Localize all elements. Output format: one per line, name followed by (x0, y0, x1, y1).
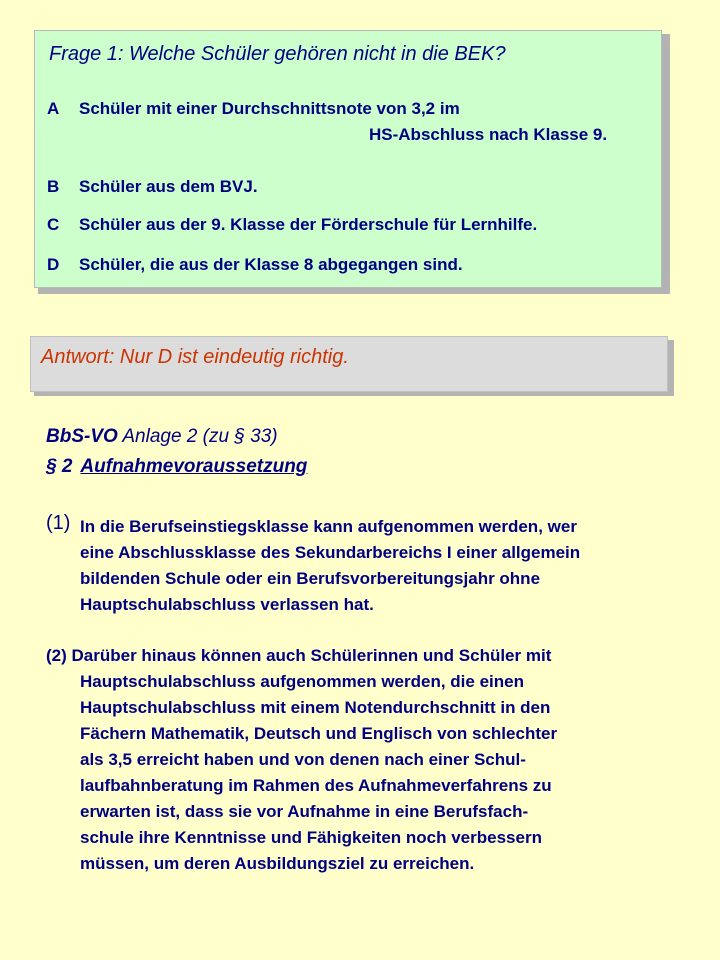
option-b (47, 177, 258, 197)
section-number: § 2 (46, 456, 73, 477)
option-d-letter: D (47, 255, 60, 274)
option-b-letter: B (47, 177, 60, 196)
question-box (34, 30, 662, 288)
paragraph-2-line: Hauptschulabschluss mit einem Notendurchschnitt in den (80, 698, 551, 717)
section-title: Aufnahmevoraussetzung (80, 456, 308, 477)
option-a-continuation: HS-Abschluss nach Klasse 9. (369, 125, 608, 144)
paragraph-2-line: Hauptschulabschluss aufgenommen werden, die einen (80, 672, 524, 691)
paragraph-1-line: bildenden Schule oder ein Berufsvorbereitungsjahr ohne (80, 569, 541, 588)
option-a (47, 99, 460, 119)
answer-text: Antwort: Nur D ist eindeutig richtig. (41, 346, 349, 368)
paragraph-1-line: In die Berufseinstiegsklasse kann aufgenommen werden, wer (80, 517, 577, 536)
paragraph-2-line: laufbahnberatung im Rahmen des Aufnahmeverfahrens zu (80, 776, 552, 795)
paragraph-2-first-line: (2) Darüber hinaus können auch Schülerinnen und Schüler mit (46, 646, 552, 665)
paragraph-2-line: als 3,5 erreicht haben und von denen nach einer Schul- (80, 750, 526, 769)
question-title: Frage 1: Welche Schüler gehören nicht in die BEK? (49, 43, 506, 65)
option-c-letter: C (47, 215, 60, 234)
paragraph-2-line: erwarten ist, dass sie vor Aufnahme in eine Berufsfach- (80, 802, 529, 821)
paragraph-1-line: Hauptschulabschluss verlassen hat. (80, 595, 374, 614)
option-d-text: Schüler, die aus der Klasse 8 abgegangen sind. (79, 255, 463, 274)
option-a-text: Schüler mit einer Durchschnittsnote von 3,2 im (79, 99, 460, 118)
section-heading (46, 456, 307, 478)
option-d (47, 255, 463, 275)
law-source-name: BbS-VO (46, 426, 118, 447)
law-source-annex: Anlage 2 (zu § 33) (117, 426, 278, 447)
paragraph-2-line: müssen, um deren Ausbildungsziel zu erreichen. (80, 854, 475, 873)
option-c-text: Schüler aus der 9. Klasse der Förderschule für Lernhilfe. (79, 215, 538, 234)
paragraph-1-line: eine Abschlussklasse des Sekundarbereichs I einer allgemein (80, 543, 581, 562)
answer-box (30, 336, 668, 392)
option-b-text: Schüler aus dem BVJ. (79, 177, 258, 196)
paragraph-2-line: schule ihre Kenntnisse und Fähigkeiten noch verbessern (80, 828, 542, 847)
option-a-letter: A (47, 99, 60, 118)
paragraph-2-line: Fächern Mathematik, Deutsch und Englisch von schlechter (80, 724, 558, 743)
option-c (47, 215, 537, 235)
paragraph-1-number: (1) (46, 512, 71, 534)
law-source (46, 426, 278, 448)
